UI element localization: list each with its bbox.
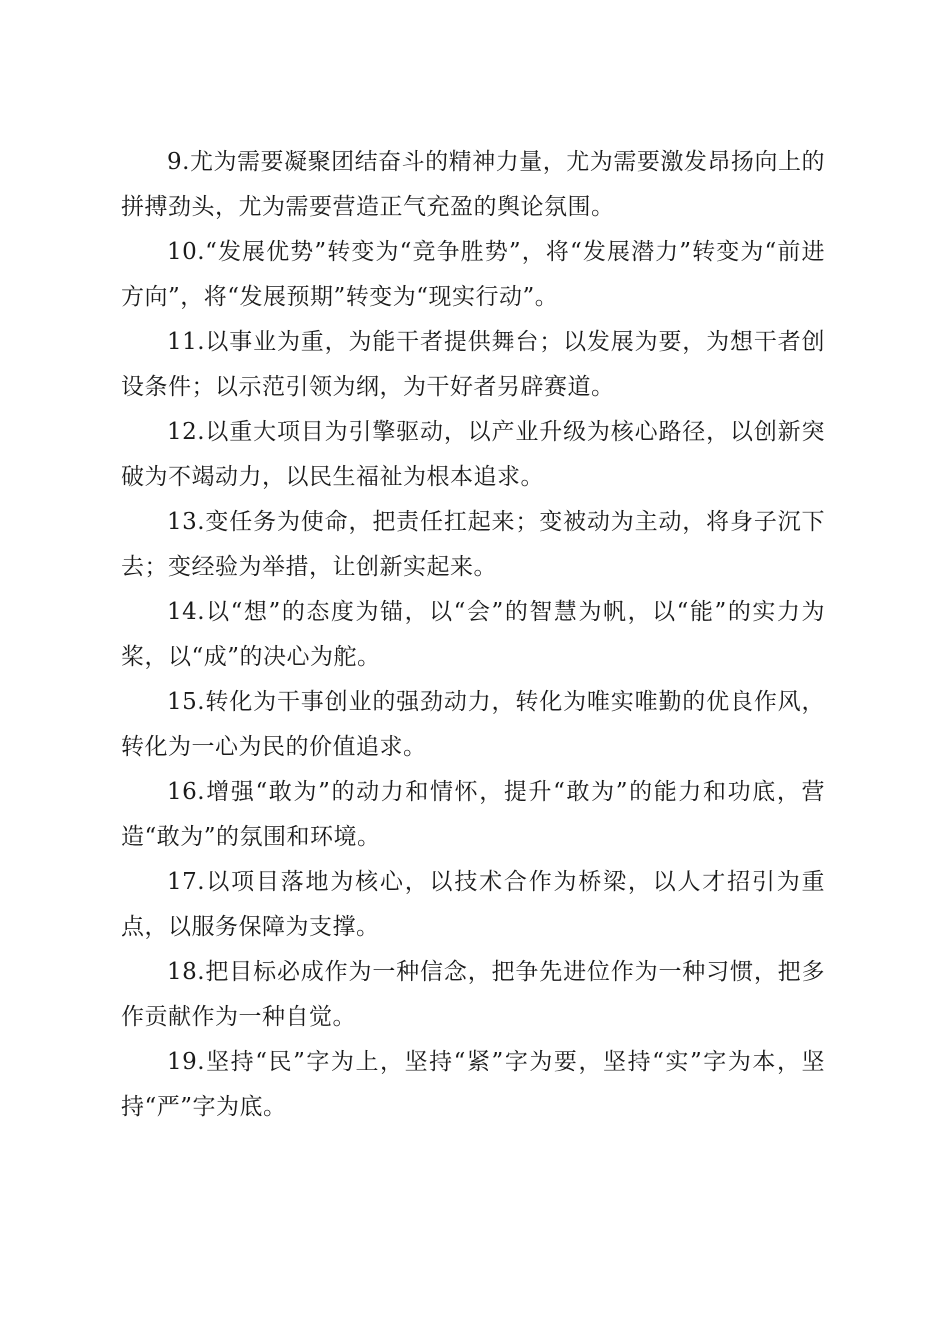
paragraph-19: 19.坚持“民”字为上，坚持“紧”字为要，坚持“实”字为本，坚持“严”字为底。 bbox=[121, 1049, 825, 1120]
paragraph-14: 14.以“想”的态度为锚，以“会”的智慧为帆，以“能”的实力为桨，以“成”的决心为舵。 bbox=[121, 599, 825, 670]
paragraph-18: 18.把目标必成作为一种信念，把争先进位作为一种习惯，把多作贡献作为一种自觉。 bbox=[121, 959, 825, 1030]
paragraph-11: 11.以事业为重，为能干者提供舞台；以发展为要，为想干者创设条件；以示范引领为纲，为干好者另辟赛道。 bbox=[121, 329, 825, 400]
paragraph-16: 16.增强“敢为”的动力和情怀，提升“敢为”的能力和功底，营造“敢为”的氛围和环境。 bbox=[121, 779, 825, 850]
document-body bbox=[121, 140, 825, 1130]
paragraph-10: 10.“发展优势”转变为“竞争胜势”，将“发展潜力”转变为“前进方向”，将“发展预期”转变为“现实行动”。 bbox=[121, 239, 825, 310]
paragraph-15: 15.转化为干事创业的强劲动力，转化为唯实唯勤的优良作风，转化为一心为民的价值追求。 bbox=[121, 689, 825, 760]
paragraph-9: 9.尤为需要凝聚团结奋斗的精神力量，尤为需要激发昂扬向上的拼搏劲头，尤为需要营造正气充盈的舆论氛围。 bbox=[121, 149, 825, 220]
paragraph-12: 12.以重大项目为引擎驱动，以产业升级为核心路径，以创新突破为不竭动力，以民生福祉为根本追求。 bbox=[121, 419, 825, 490]
paragraph-17: 17.以项目落地为核心，以技术合作为桥梁，以人才招引为重点，以服务保障为支撑。 bbox=[121, 869, 825, 940]
paragraph-13: 13.变任务为使命，把责任扛起来；变被动为主动，将身子沉下去；变经验为举措，让创新实起来。 bbox=[121, 509, 825, 580]
